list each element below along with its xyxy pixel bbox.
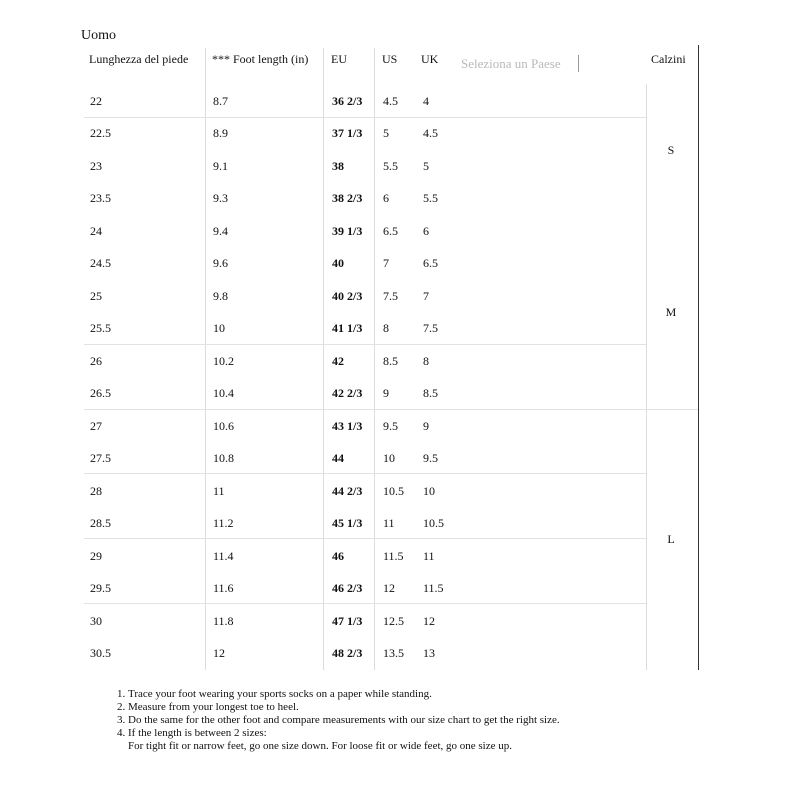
cell-foot-length-in: 11 xyxy=(213,484,225,498)
cell-uk-size: 6 xyxy=(423,224,429,238)
column-divider xyxy=(646,84,647,670)
cell-eu-size: 48 2/3 xyxy=(332,646,363,660)
cell-us-size: 8.5 xyxy=(383,354,398,368)
row-divider xyxy=(84,409,698,410)
cell-foot-length-cm: 22 xyxy=(90,94,102,108)
cell-eu-size: 44 2/3 xyxy=(332,484,363,498)
cell-uk-size: 13 xyxy=(423,646,435,660)
cell-eu-size: 38 xyxy=(332,159,344,173)
cell-uk-size: 9 xyxy=(423,419,429,433)
cell-eu-size: 36 2/3 xyxy=(332,94,363,108)
cell-uk-size: 4.5 xyxy=(423,126,438,140)
cell-uk-size: 11.5 xyxy=(423,581,444,595)
cell-eu-size: 42 2/3 xyxy=(332,386,363,400)
cell-us-size: 9.5 xyxy=(383,419,398,433)
cell-uk-size: 4 xyxy=(423,94,429,108)
cell-uk-size: 7 xyxy=(423,289,429,303)
cell-us-size: 8 xyxy=(383,321,389,335)
header-uk: UK xyxy=(421,52,439,66)
cell-foot-length-cm: 25.5 xyxy=(90,321,111,335)
cell-eu-size: 40 xyxy=(332,256,344,270)
cell-foot-length-in: 9.6 xyxy=(213,256,228,270)
cell-uk-size: 11 xyxy=(423,549,435,563)
cell-foot-length-in: 10.4 xyxy=(213,386,234,400)
cell-foot-length-in: 12 xyxy=(213,646,225,660)
cell-foot-length-in: 11.2 xyxy=(213,516,234,530)
cell-us-size: 10 xyxy=(383,451,395,465)
cell-eu-size: 39 1/3 xyxy=(332,224,363,238)
cell-foot-length-in: 10 xyxy=(213,321,225,335)
country-select[interactable]: Seleziona un Paese xyxy=(461,56,561,71)
cell-foot-length-cm: 30.5 xyxy=(90,646,111,660)
cell-us-size: 6.5 xyxy=(383,224,398,238)
cell-us-size: 11.5 xyxy=(383,549,404,563)
cell-uk-size: 10.5 xyxy=(423,516,444,530)
cell-foot-length-cm: 28.5 xyxy=(90,516,111,530)
cell-foot-length-in: 10.8 xyxy=(213,451,234,465)
cell-eu-size: 40 2/3 xyxy=(332,289,363,303)
cell-us-size: 4.5 xyxy=(383,94,398,108)
cell-foot-length-in: 8.9 xyxy=(213,126,228,140)
cell-uk-size: 8.5 xyxy=(423,386,438,400)
cell-foot-length-in: 10.2 xyxy=(213,354,234,368)
header-us: US xyxy=(382,52,398,66)
cell-eu-size: 47 1/3 xyxy=(332,614,363,628)
cell-foot-length-cm: 25 xyxy=(90,289,102,303)
cell-us-size: 12 xyxy=(383,581,395,595)
row-divider xyxy=(84,538,646,539)
cell-foot-length-in: 8.7 xyxy=(213,94,228,108)
sock-size-s: S xyxy=(667,143,675,157)
cell-eu-size: 45 1/3 xyxy=(332,516,363,530)
cell-foot-length-cm: 23 xyxy=(90,159,102,173)
cell-uk-size: 5 xyxy=(423,159,429,173)
cell-us-size: 13.5 xyxy=(383,646,404,660)
cell-foot-length-cm: 24 xyxy=(90,224,102,238)
cell-foot-length-cm: 26.5 xyxy=(90,386,111,400)
row-divider xyxy=(84,603,646,604)
header-calzini: Calzini xyxy=(651,52,686,66)
header-foot-length-in: *** Foot length (in) xyxy=(212,52,309,66)
row-divider xyxy=(84,117,646,118)
cell-foot-length-cm: 22.5 xyxy=(90,126,111,140)
cell-foot-length-in: 9.4 xyxy=(213,224,228,238)
header-eu: EU xyxy=(331,52,347,66)
cell-foot-length-in: 9.8 xyxy=(213,289,228,303)
cell-eu-size: 44 xyxy=(332,451,344,465)
row-divider xyxy=(84,344,646,345)
cell-uk-size: 7.5 xyxy=(423,321,438,335)
cell-eu-size: 43 1/3 xyxy=(332,419,363,433)
cell-eu-size: 42 xyxy=(332,354,344,368)
cell-us-size: 9 xyxy=(383,386,389,400)
cell-foot-length-cm: 27.5 xyxy=(90,451,111,465)
column-divider xyxy=(323,48,324,670)
cell-foot-length-cm: 26 xyxy=(90,354,102,368)
instruction-item: 2. Measure from your longest toe to heel. xyxy=(128,701,800,714)
cell-us-size: 12.5 xyxy=(383,614,404,628)
table-right-border xyxy=(698,45,699,670)
column-divider xyxy=(374,48,375,670)
cell-foot-length-in: 9.3 xyxy=(213,191,228,205)
cell-uk-size: 5.5 xyxy=(423,191,438,205)
cell-eu-size: 41 1/3 xyxy=(332,321,363,335)
cell-us-size: 6 xyxy=(383,191,389,205)
cell-foot-length-cm: 24.5 xyxy=(90,256,111,270)
page-title: Uomo xyxy=(81,28,116,43)
cell-uk-size: 12 xyxy=(423,614,435,628)
cell-uk-size: 6.5 xyxy=(423,256,438,270)
cell-foot-length-cm: 23.5 xyxy=(90,191,111,205)
measuring-instructions xyxy=(90,688,800,753)
instruction-item: 1. Trace your foot wearing your sports socks on a paper while standing. xyxy=(128,688,800,701)
cell-us-size: 5 xyxy=(383,126,389,140)
cell-eu-size: 46 2/3 xyxy=(332,581,363,595)
cell-uk-size: 9.5 xyxy=(423,451,438,465)
cell-us-size: 7.5 xyxy=(383,289,398,303)
cell-foot-length-cm: 28 xyxy=(90,484,102,498)
cell-eu-size: 38 2/3 xyxy=(332,191,363,205)
instruction-text: If the length is between 2 sizes: xyxy=(128,727,267,739)
cell-foot-length-in: 11.8 xyxy=(213,614,234,628)
instruction-item xyxy=(128,727,800,753)
cell-us-size: 7 xyxy=(383,256,389,270)
row-divider xyxy=(84,473,646,474)
instruction-item: 3. Do the same for the other foot and compare measurements with our size chart to get the right size. xyxy=(128,714,800,727)
sock-size-m: M xyxy=(665,305,677,319)
cell-us-size: 5.5 xyxy=(383,159,398,173)
cell-foot-length-in: 9.1 xyxy=(213,159,228,173)
cell-foot-length-in: 11.4 xyxy=(213,549,234,563)
cell-foot-length-cm: 29.5 xyxy=(90,581,111,595)
cell-us-size: 10.5 xyxy=(383,484,404,498)
cell-eu-size: 46 xyxy=(332,549,344,563)
cell-foot-length-cm: 30 xyxy=(90,614,102,628)
cell-eu-size: 37 1/3 xyxy=(332,126,363,140)
cell-uk-size: 8 xyxy=(423,354,429,368)
cell-foot-length-in: 11.6 xyxy=(213,581,234,595)
cell-uk-size: 10 xyxy=(423,484,435,498)
country-select-caret xyxy=(578,55,579,72)
cell-foot-length-cm: 29 xyxy=(90,549,102,563)
instruction-detail: For tight fit or narrow feet, go one size down. For loose fit or wide feet, go one size up. xyxy=(128,740,512,752)
cell-foot-length-in: 10.6 xyxy=(213,419,234,433)
sock-size-l: L xyxy=(667,532,675,546)
cell-us-size: 11 xyxy=(383,516,395,530)
column-divider xyxy=(205,48,206,670)
cell-foot-length-cm: 27 xyxy=(90,419,102,433)
header-foot-length-cm: Lunghezza del piede xyxy=(89,52,189,66)
